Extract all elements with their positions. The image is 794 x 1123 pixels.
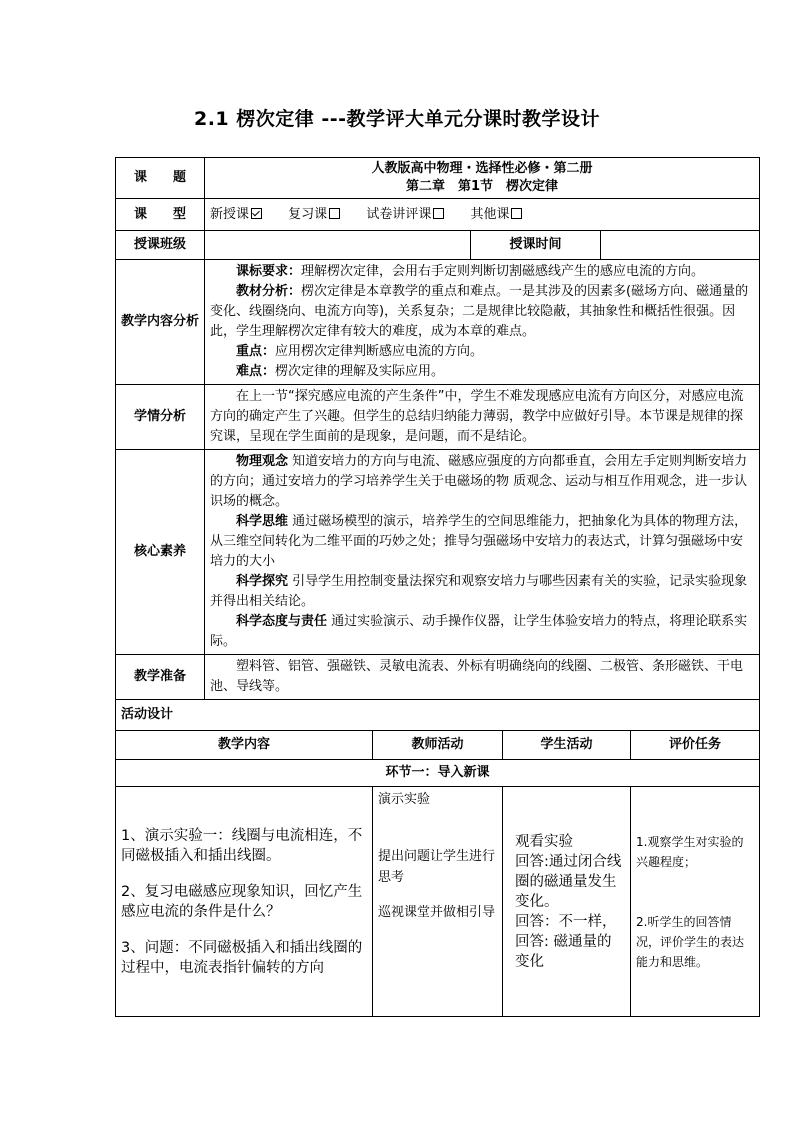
page-title: 2.1 楞次定律 ---教学评大单元分课时教学设计 — [193, 108, 601, 130]
core-literacy-row — [116, 450, 760, 655]
course-type-options — [205, 199, 760, 231]
scientific-inquiry: 科学探究 引导学生用控制变量法探究和观察安培力与哪些因素有关的实验，记录实验现象并得出相关结论。 — [210, 574, 748, 609]
textbook-analysis: 教材分析：楞次定律是本章教学的重点和难点。一是其涉及的因素多(磁场方向、磁通量的变化、线圈绕向、电流方向等)，关系复杂；二是规律比较隐蔽，其抽象性和概括性很强。因此，学生理解楞次定律有较大的难度，成为本章的难点。 — [210, 284, 749, 339]
topic-value — [205, 158, 760, 199]
physics-concept: 物理观念 知道安培力的方向与电流、磁感应强度的方向都垂直，会用左手定则判断安培力的方向；通过安培力的学习培养学生关于电磁场的物 质观念、运动与相互作用观念，进一步认识场的概念。 — [210, 454, 748, 509]
option-new-lesson[interactable]: 新授课 — [210, 207, 262, 222]
course-type-row — [116, 199, 760, 231]
topic-row — [116, 158, 760, 199]
student-analysis-label: 学情分析 — [116, 385, 205, 450]
student-item: 回答:通过闭合线圈的磁通量发生变化。 — [515, 853, 622, 910]
activity-row — [116, 700, 760, 731]
student-analysis-row — [116, 385, 760, 450]
topic-label: 课 题 — [116, 158, 205, 199]
preparation-row — [116, 655, 760, 700]
preparation-label: 教学准备 — [116, 655, 205, 700]
evaluation-item: 1.观察学生对实验的兴趣程度； — [636, 834, 744, 869]
student-analysis-body: 在上一节“探究感应电流的产生条件”中，学生不难发现感应电流有方向区分，对感应电流方向的确定产生了兴趣。但学生的总结归纳能力薄弱，教学中应做好引导。本节课是规律的探究课，呈现在学生面前的是现象，是问题，而不是结论。 — [205, 385, 760, 450]
checkbox-icon — [433, 208, 444, 219]
time-label: 授课时间 — [471, 231, 601, 260]
preparation-body: 塑料管、铝管、强磁铁、灵敏电流表、外标有明确绕向的线圈、二极管、条形磁铁、干电池、导线等。 — [205, 655, 760, 700]
course-type-label: 课 型 — [116, 199, 205, 231]
content-analysis-label: 教学内容分析 — [116, 260, 205, 385]
checkbox-icon — [329, 208, 340, 219]
core-literacy-body — [205, 450, 760, 655]
header-student-activity: 学生活动 — [503, 731, 631, 760]
evaluation-cell — [631, 787, 760, 1017]
class-row — [116, 231, 760, 260]
core-literacy-label: 核心素养 — [116, 450, 205, 655]
activity-label: 活动设计 — [116, 700, 760, 731]
key-point: 重点：应用楞次定律判断感应电流的方向。 — [236, 344, 484, 359]
student-item: 观看实验 — [515, 833, 573, 850]
activity-header-row — [116, 731, 760, 760]
evaluation-item: 2.听学生的回答情况，评价学生的表达能力和思维。 — [636, 914, 745, 969]
content-analysis-body — [205, 260, 760, 385]
student-activity-cell — [503, 787, 631, 1017]
difficult-point: 难点：楞次定律的理解及实际应用。 — [236, 364, 445, 379]
time-value[interactable] — [601, 231, 760, 260]
content-item: 2、复习电磁感应现象知识，回忆产生感应电流的条件是什么？ — [121, 883, 363, 920]
content-analysis-row — [116, 260, 760, 385]
option-other[interactable]: 其他课 — [470, 207, 522, 222]
header-teaching-content: 教学内容 — [116, 731, 373, 760]
teacher-activity-cell — [373, 787, 503, 1017]
section-row — [116, 760, 760, 787]
teacher-item: 巡视课堂并做相引导 — [378, 905, 496, 920]
option-exam-review[interactable]: 试卷讲评课 — [366, 207, 444, 222]
student-item: 回答：不一样， — [515, 913, 617, 930]
activity-content-row — [116, 787, 760, 1017]
checkbox-icon — [511, 208, 522, 219]
topic-line-1: 人教版高中物理・选择性必修・第二册 — [371, 161, 593, 176]
header-teacher-activity: 教师活动 — [373, 731, 503, 760]
header-evaluation-task: 评价任务 — [631, 731, 760, 760]
class-value[interactable] — [205, 231, 471, 260]
standard-requirement: 课标要求：理解楞次定律，会用右手定则判断切割磁感线产生的感应电流的方向。 — [236, 264, 705, 279]
teacher-item: 提出问题让学生进行思考 — [378, 849, 496, 885]
content-item: 1、演示实验一：线圈与电流相连，不同磁极插入和插出线圈。 — [121, 827, 363, 864]
teacher-item: 演示实验 — [378, 792, 431, 807]
student-item: 回答: 磁通量的变化 — [515, 933, 612, 970]
scientific-thinking: 科学思维 通过磁场模型的演示，培养学生的空间思维能力，把抽象化为具体的物理方法，从三维空间转化为二维平面的巧妙之处；推导匀强磁场中安培力的表达式，计算匀强磁场中安培力的大小 — [210, 514, 748, 569]
scientific-attitude: 科学态度与责任 通过实验演示、动手操作仪器，让学生体验安培力的特点，将理论联系实际。 — [210, 614, 748, 649]
class-label: 授课班级 — [116, 231, 205, 260]
checked-box-icon — [251, 208, 262, 219]
lesson-plan-table — [115, 157, 760, 1017]
topic-line-2: 第二章 第1节 楞次定律 — [406, 179, 559, 194]
option-review[interactable]: 复习课 — [288, 207, 340, 222]
teaching-content-cell — [116, 787, 373, 1017]
section-title: 环节一：导入新课 — [116, 760, 760, 787]
content-item: 3、问题：不同磁极插入和插出线圈的过程中，电流表指针偏转的方向 — [121, 939, 363, 976]
